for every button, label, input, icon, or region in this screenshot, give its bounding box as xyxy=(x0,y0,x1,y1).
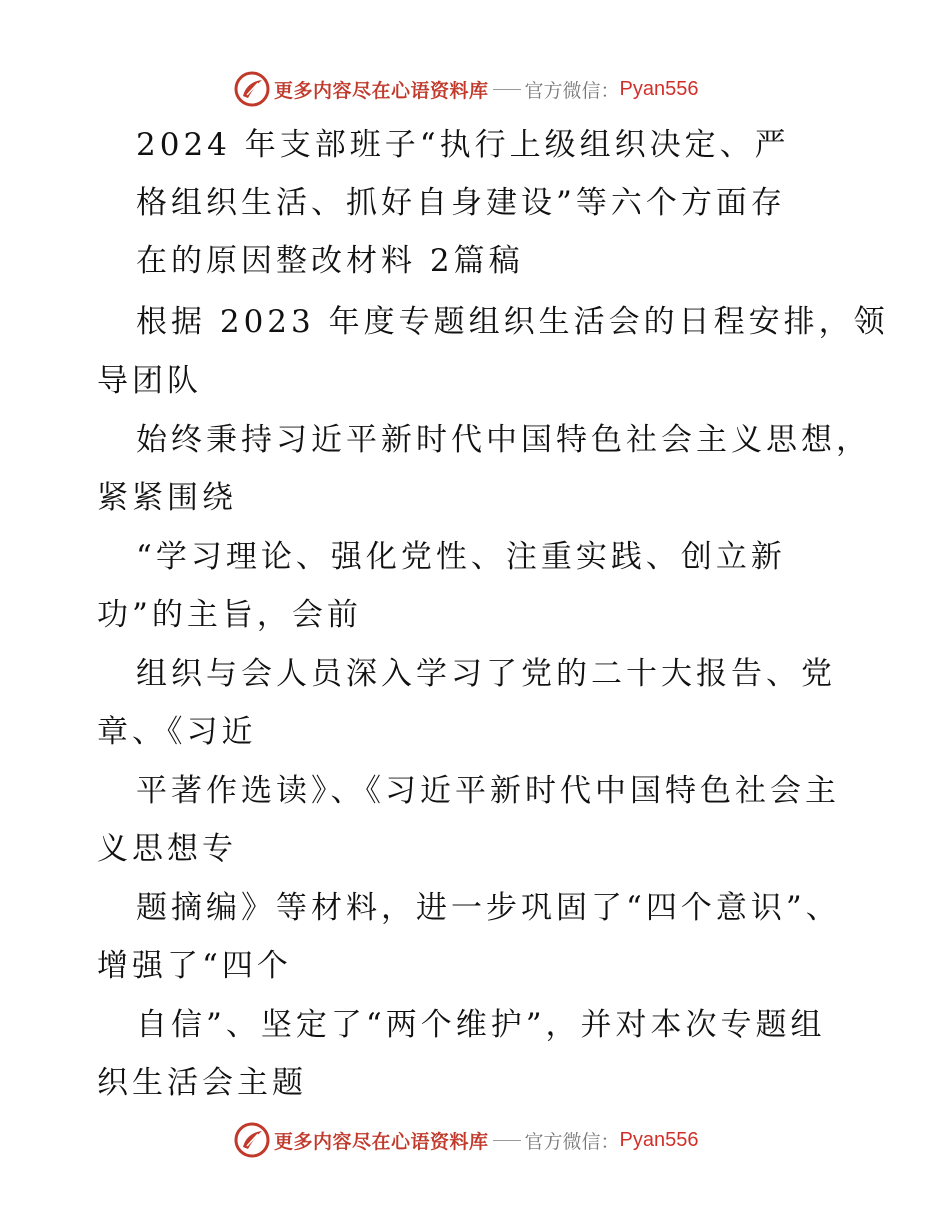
body-line: 自信”、坚定了“两个维护”，并对本次专题组 xyxy=(136,1007,826,1043)
body-line: 紧紧围绕 xyxy=(97,480,237,516)
logo-icon xyxy=(234,71,270,107)
footer-watermark xyxy=(234,1121,699,1159)
wechat-id: Pyan556 xyxy=(619,77,699,100)
site-name: 更多内容尽在心语资料库 xyxy=(274,79,489,102)
wechat-label: 官方微信： xyxy=(524,1130,620,1153)
body-line: 平著作选读》、《习近平新时代中国特色社会主 xyxy=(136,773,840,809)
body-line: 功”的主旨，会前 xyxy=(97,597,362,633)
body-line: 织生活会主题 xyxy=(97,1065,307,1101)
site-name: 更多内容尽在心语资料库 xyxy=(274,1130,489,1153)
body-line: 增强了“四个 xyxy=(97,948,292,984)
wechat-label: 官方微信： xyxy=(524,79,620,102)
header-watermark xyxy=(234,70,699,108)
body-line: 始终秉持习近平新时代中国特色社会主义思想， xyxy=(136,422,871,458)
title-line: 在的原因整改材料 2篇稿 xyxy=(136,243,524,279)
body-line: 组织与会人员深入学习了党的二十大报告、党 xyxy=(136,656,836,692)
body-line: “学习理论、强化党性、注重实践、创立新 xyxy=(136,539,786,575)
title-line: 格组织生活、抓好自身建设”等六个方面存 xyxy=(136,185,786,221)
banner-dash xyxy=(493,1140,521,1141)
body-line: 导团队 xyxy=(97,363,202,399)
title-line: 2024 年支部班子“执行上级组织决定、严 xyxy=(136,127,790,163)
wechat-id: Pyan556 xyxy=(619,1128,699,1151)
banner-dash xyxy=(493,89,521,90)
body-line: 义思想专 xyxy=(97,831,237,867)
logo-icon xyxy=(234,1122,270,1158)
body-line: 根据 2023 年度专题组织生活会的日程安排，领 xyxy=(136,304,889,340)
body-line: 章、《习近 xyxy=(97,714,257,750)
body-line: 题摘编》等材料，进一步巩固了“四个意识”、 xyxy=(136,890,841,926)
